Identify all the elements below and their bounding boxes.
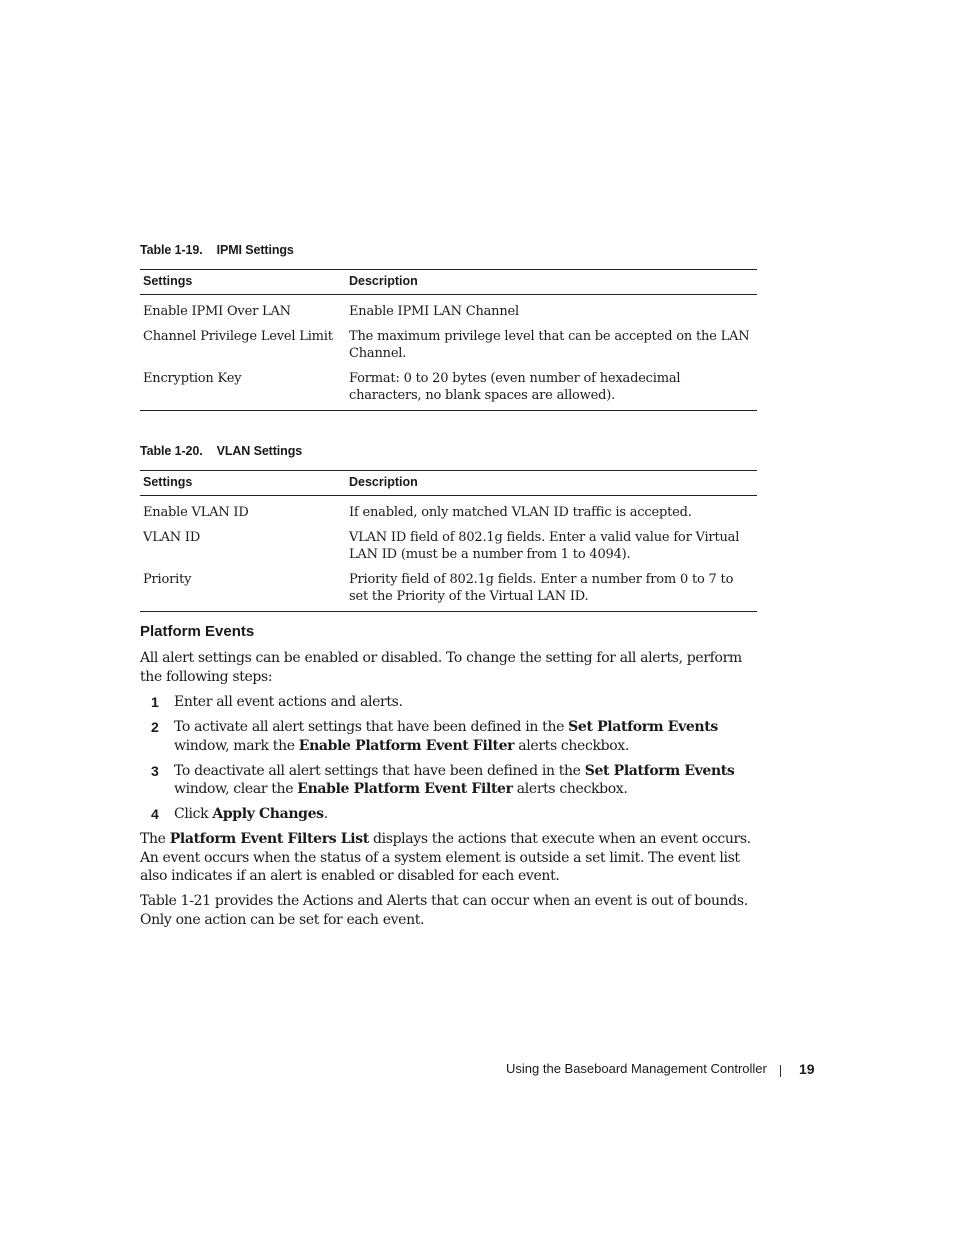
table-19-caption [140, 243, 294, 257]
ui-term: Set Platform Events [568, 719, 718, 735]
ui-term: Apply Changes [212, 806, 324, 822]
step-text: window, clear the [174, 781, 298, 797]
column-header-settings: Settings [140, 471, 346, 496]
description-cell: Enable IPMI LAN Channel [349, 304, 519, 319]
table-header-row [140, 270, 757, 295]
ui-term: Platform Event Filters List [169, 831, 369, 847]
setting-cell: Channel Privilege Level Limit [143, 329, 333, 344]
step-text: To deactivate all alert settings that have been defined in the [174, 762, 585, 779]
setting-cell: Priority [140, 563, 346, 612]
footer-title: Using the Baseboard Management Controller [506, 1061, 767, 1076]
table-20-title: VLAN Settings [216, 444, 303, 458]
table-reference-paragraph: Table 1-21 provides the Actions and Alerts that can occur when an event is out of bounds. Only one action can be set for each event. [140, 893, 748, 928]
list-item [140, 762, 760, 799]
steps-list [140, 693, 760, 830]
table-row [140, 521, 757, 563]
ui-term: Set Platform Events [584, 762, 735, 779]
page-footer [506, 1061, 815, 1077]
step-number: 1 [151, 694, 159, 710]
step-text: alerts checkbox. [512, 781, 628, 797]
ipmi-settings-table [140, 269, 757, 411]
table-20-number: Table 1-20. [140, 444, 203, 458]
setting-cell: Enable VLAN ID [143, 505, 249, 520]
table-20-caption [140, 444, 302, 458]
step-number: 3 [151, 762, 159, 779]
list-item [140, 805, 760, 824]
table-row [140, 362, 757, 411]
intro-paragraph: All alert settings can be enabled or disabled. To change the setting for all alerts, perform the following steps: [140, 650, 742, 685]
step-number: 4 [151, 806, 159, 822]
step-text: Click [174, 806, 213, 822]
step-number: 2 [151, 719, 159, 735]
table-row [140, 295, 757, 321]
ui-term: Enable Platform Event Filter [298, 737, 515, 754]
setting-cell: Enable IPMI Over LAN [143, 304, 291, 319]
table-row [140, 563, 757, 612]
description-cell: VLAN ID field of 802.1g fields. Enter a valid value for Virtual LAN ID (must be a number from 1 to 4094). [349, 530, 740, 562]
setting-cell: VLAN ID [143, 530, 201, 545]
paragraph-text: The [140, 831, 170, 847]
table-19-title: IPMI Settings [216, 243, 294, 257]
ui-term: Enable Platform Event Filter [297, 781, 513, 797]
description-cell: Priority field of 802.1g fields. Enter a number from 0 to 7 to set the Priority of the Virtual LAN ID. [346, 563, 757, 612]
step-text: window, mark the [174, 737, 299, 754]
column-header-settings: Settings [140, 270, 346, 295]
section-heading: Platform Events [140, 623, 255, 640]
step-text: . [323, 806, 328, 822]
footer-divider [780, 1065, 781, 1077]
column-header-description: Description [346, 270, 757, 295]
table-row [140, 320, 757, 362]
column-header-description: Description [346, 471, 757, 496]
table-19-number: Table 1-19. [140, 243, 203, 257]
step-text: alerts checkbox. [514, 737, 629, 754]
vlan-settings-table [140, 470, 757, 612]
table-header-row [140, 471, 757, 496]
list-item [140, 693, 760, 712]
step-text: Enter all event actions and alerts. [174, 694, 403, 710]
filters-list-paragraph [140, 830, 760, 886]
description-cell: The maximum privilege level that can be accepted on the LAN Channel. [349, 329, 750, 361]
page-number: 19 [799, 1061, 815, 1077]
paragraph-text: displays the actions that execute when an event occurs. An event occurs when the status of a system element is outside a set limit. The event list also indicates if an alert is enabled or disabled for each event. [140, 831, 751, 884]
step-text: To activate all alert settings that have been defined in the [174, 719, 569, 735]
list-item [140, 718, 760, 755]
setting-cell: Encryption Key [140, 362, 346, 411]
description-cell: Format: 0 to 20 bytes (even number of hexadecimal characters, no blank spaces are allowed). [346, 362, 757, 411]
table-row [140, 496, 757, 522]
description-cell: If enabled, only matched VLAN ID traffic is accepted. [349, 505, 692, 520]
